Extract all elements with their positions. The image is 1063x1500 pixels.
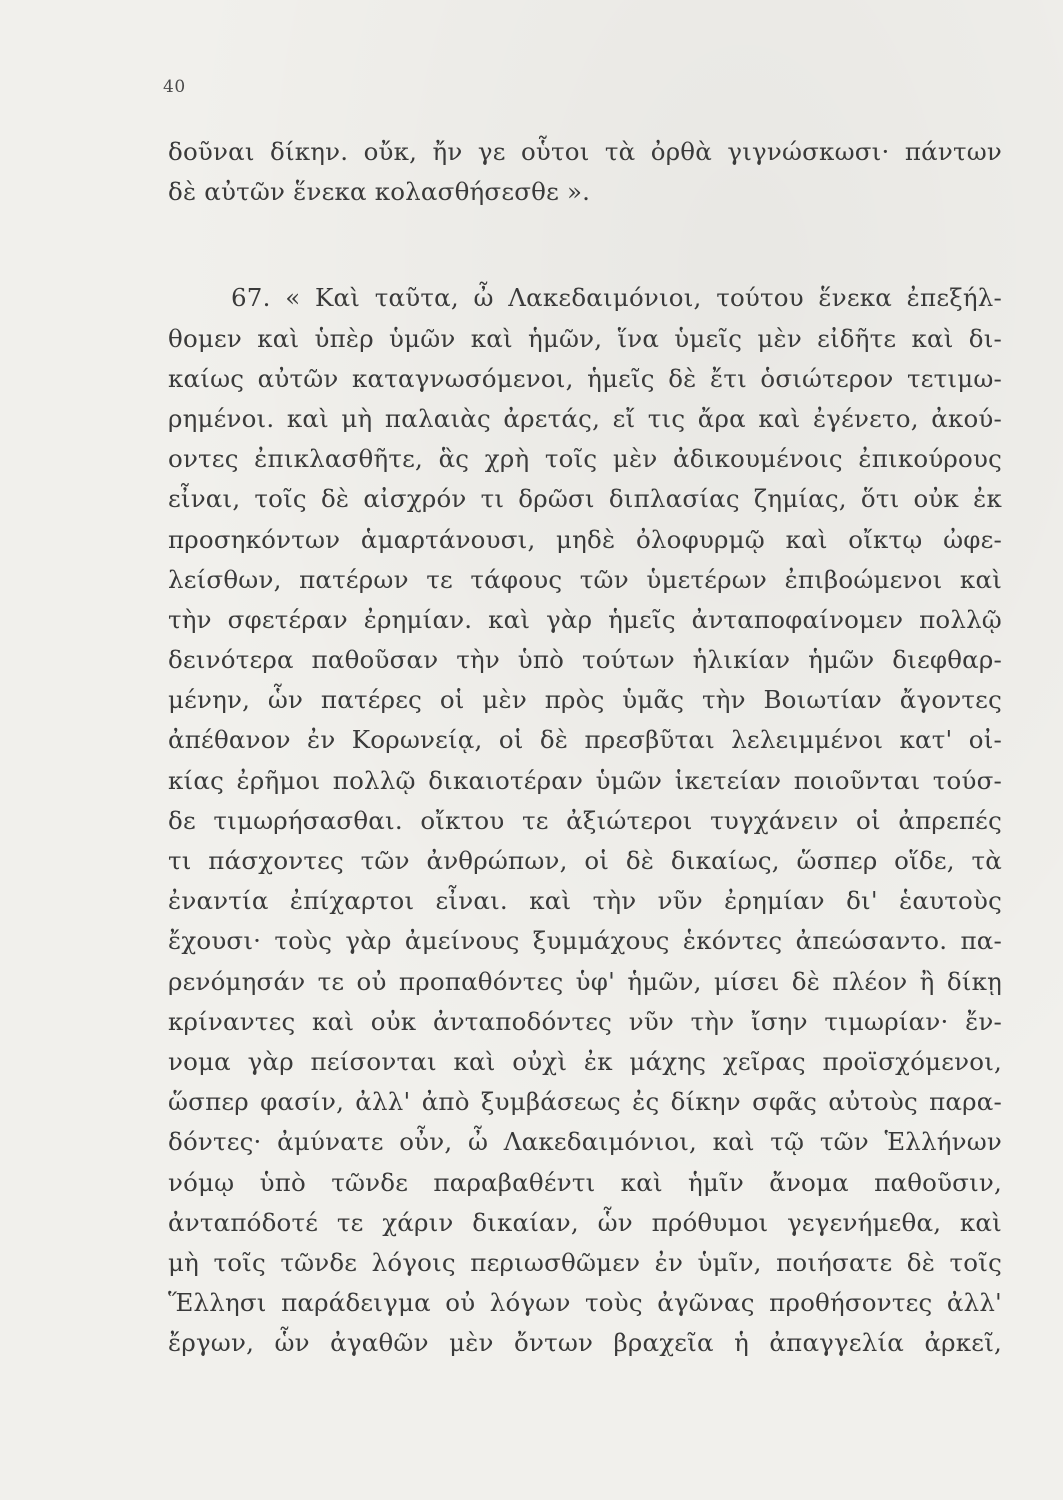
paragraph	[168, 278, 1002, 1363]
text-line: τὴν σφετέραν ἐρημίαν. καὶ γὰρ ἡμεῖς ἀνταποφαίνομεν πολλῷ	[168, 604, 1002, 634]
text-line: τι πάσχοντες τῶν ἀνθρώπων, οἱ δὲ δικαίως, ὥσπερ οἵδε, τὰ	[168, 846, 1002, 875]
text-line: δόντες· ἀμύνατε οὖν, ὦ Λακεδαιμόνιοι, καὶ τῷ τῶν Ἑλλήνων	[168, 1127, 1002, 1157]
text-line: προσηκόντων ἁμαρτάνουσι, μηδὲ ὀλοφυρμῷ καὶ οἴκτῳ ὠφε-	[168, 524, 1002, 554]
text-line: νομα γὰρ πείσονται καὶ οὐχὶ ἐκ μάχης χεῖρας προϊσχόμενοι,	[168, 1046, 1002, 1076]
text-line: εἶναι, τοῖς δὲ αἰσχρόν τι δρῶσι διπλασίας ζημίας, ὅτι οὐκ ἐκ	[168, 484, 1002, 514]
text-line: ἔργων, ὧν ἀγαθῶν μὲν ὄντων βραχεῖα ἡ ἀπαγγελία ἀρκεῖ,	[168, 1328, 1002, 1358]
text-line: θομεν καὶ ὑπὲρ ὑμῶν καὶ ἡμῶν, ἵνα ὑμεῖς μὲν εἰδῆτε καὶ δι-	[168, 323, 1002, 353]
text-line: λείσθων, πατέρων τε τάφους τῶν ὑμετέρων ἐπιβοώμενοι καὶ	[168, 564, 1002, 594]
text-line: καίως αὐτῶν καταγνωσόμενοι, ἡμεῖς δὲ ἔτι ὁσιώτερον τετιμω-	[168, 363, 1002, 393]
paragraph-gap	[168, 212, 1002, 278]
text-line: κίας ἐρῆμοι πολλῷ δικαιοτέραν ὑμῶν ἱκετείαν ποιοῦνται τούσ-	[168, 765, 1002, 795]
text-line: μένην, ὧν πατέρες οἱ μὲν πρὸς ὑμᾶς τὴν Βοιωτίαν ἄγοντες	[168, 685, 1002, 715]
text-line: ἀνταπόδοτέ τε χάριν δικαίαν, ὧν πρόθυμοι γεγενήμεθα, καὶ	[168, 1207, 1002, 1237]
text-line: δὲ αὐτῶν ἕνεκα κολασθήσεσθε ».	[168, 177, 591, 207]
text-line: ὥσπερ φασίν, ἀλλ' ἀπὸ ξυμβάσεως ἐς δίκην σφᾶς αὐτοὺς παρα-	[168, 1087, 1002, 1117]
text-line: ρημένοι. καὶ μὴ παλαιὰς ἀρετάς, εἴ τις ἄρα καὶ ἐγένετο, ἀκού-	[168, 403, 1002, 433]
text-line: Ἕλλησι παράδειγμα οὐ λόγων τοὺς ἀγῶνας προθήσοντες ἀλλ'	[168, 1288, 1002, 1318]
text-line: ἀπέθανον ἐν Κορωνείᾳ, οἱ δὲ πρεσβῦται λελειμμένοι κατ' οἰ-	[168, 725, 1002, 755]
text-line: δε τιμωρήσασθαι. οἴκτου τε ἀξιώτεροι τυγχάνειν οἱ ἀπρεπές	[168, 805, 1002, 835]
text-line: δοῦναι δίκην. οὔκ, ἤν γε οὗτοι τὰ ὀρθὰ γιγνώσκωσι· πάντων	[168, 137, 1002, 166]
text-line: ἐναντία ἐπίχαρτοι εἶναι. καὶ τὴν νῦν ἐρημίαν δι' ἑαυτοὺς	[168, 886, 1002, 916]
text-line: νόμῳ ὑπὸ τῶνδε παραβαθέντι καὶ ἡμῖν ἄνομα παθοῦσιν,	[168, 1167, 1002, 1197]
text-line: δεινότερα παθοῦσαν τὴν ὑπὸ τούτων ἡλικίαν ἡμῶν διεφθαρ-	[168, 645, 1002, 675]
body-text	[168, 132, 1002, 1363]
section-heading-line: 67. « Καὶ ταῦτα, ὦ Λακεδαιμόνιοι, τούτου ἕνεκα ἐπεξήλ-	[231, 283, 1002, 313]
page-number: 40	[163, 77, 186, 97]
text-line: μὴ τοῖς τῶνδε λόγοις περιωσθῶμεν ἐν ὑμῖν, ποιήσατε δὲ τοῖς	[168, 1247, 1002, 1277]
text-line: ρενόμησάν τε οὐ προπαθόντες ὑφ' ἡμῶν, μίσει δὲ πλέον ἢ δίκῃ	[168, 966, 1002, 996]
text-line: κρίναντες καὶ οὐκ ἀνταποδόντες νῦν τὴν ἴσην τιμωρίαν· ἔν-	[168, 1006, 1002, 1036]
paragraph	[168, 132, 1002, 212]
text-line: οντες ἐπικλασθῆτε, ἃς χρὴ τοῖς μὲν ἀδικουμένοις ἐπικούρους	[168, 444, 1002, 474]
text-line: ἔχουσι· τοὺς γὰρ ἀμείνους ξυμμάχους ἑκόντες ἀπεώσαντο. πα-	[168, 926, 1002, 956]
